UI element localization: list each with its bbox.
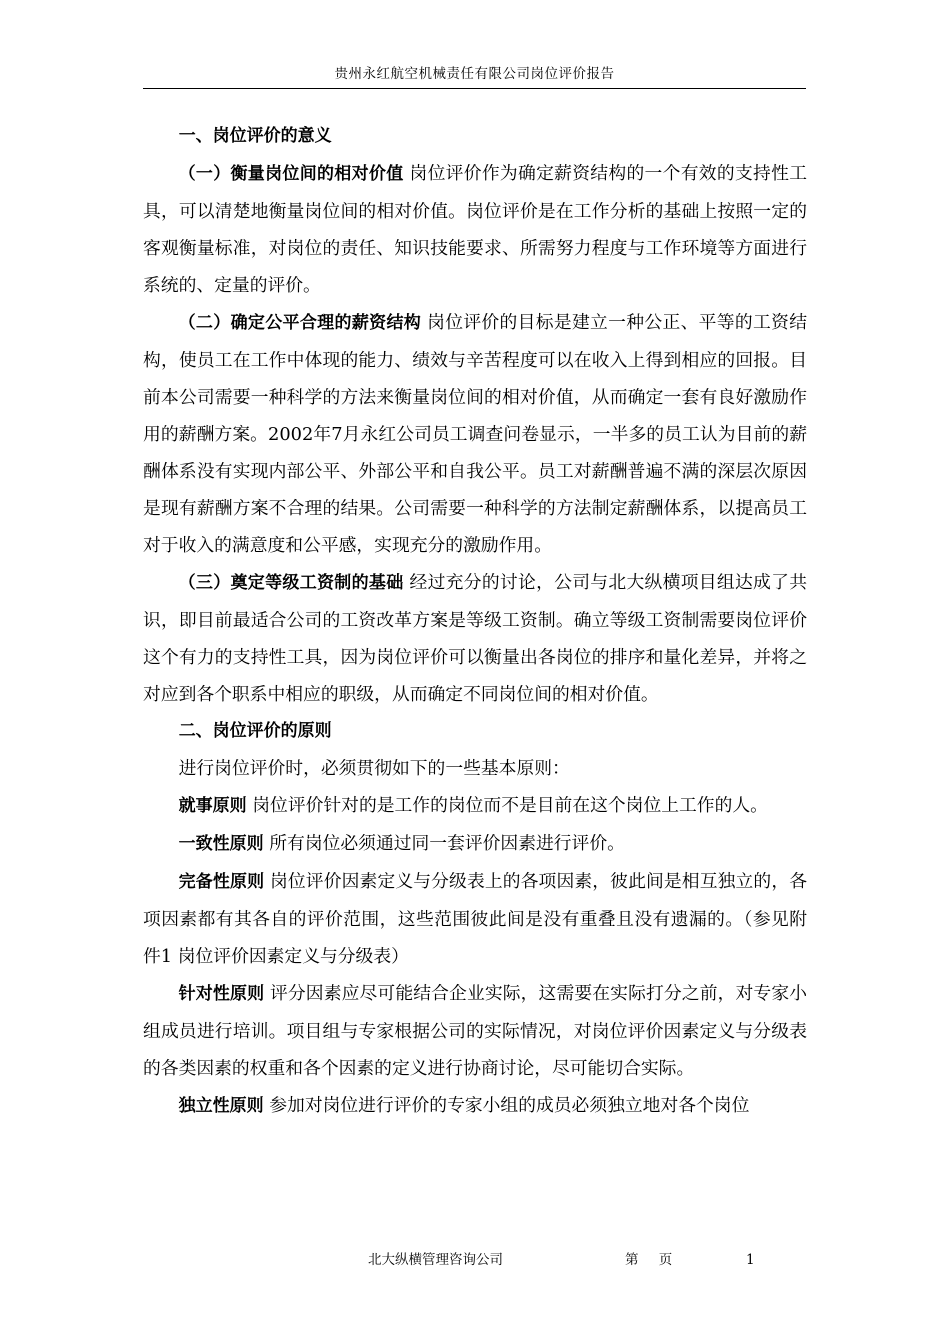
principle-item: [143, 975, 807, 1087]
principle-item: [143, 787, 807, 825]
paragraph-label: （一）衡量岗位间的相对价值: [178, 164, 404, 184]
paragraph-fair-pay-structure: [143, 304, 807, 564]
footer-company: 北大纵横管理咨询公司: [368, 1252, 503, 1268]
page-footer: [0, 1248, 950, 1272]
paragraph-grade-wage-basis: [143, 564, 807, 713]
paragraph-text: 经过充分的讨论，公司与北大纵横项目组达成了共识，即目前最适合公司的工资改革方案是等级工资制。确立等级工资制需要岗位评价这个有力的支持性工具，因为岗位评价可以衡量出各岗位的排序和量化差异，并将之对应到各个职系中相应的职级，从而确定不同岗位间的相对价值。: [143, 572, 808, 705]
principle-text: 评分因素应尽可能结合企业实际，这需要在实际打分之前，对专家小组成员进行培训。项目组与专家根据公司的实际情况，对岗位评价因素定义与分级表的各类因素的权重和各个因素的定义进行协商讨论，尽可能切合实际。: [143, 983, 807, 1079]
section-heading-principles: 二、岗位评价的原则: [178, 721, 332, 741]
principle-item: [143, 863, 807, 975]
paragraph-text: 岗位评价的目标是建立一种公正、平等的工资结构，使员工在工作中体现的能力、绩效与辛苦程度可以在收入上得到相应的回报。目前本公司需要一种科学的方法来衡量岗位间的相对价值，从而确定一套有良好激励作用的薪酬方案。2002年7月永红公司员工调查问卷显示，一半多的员工认为目前的薪酬体系没有实现内部公平、外部公平和自我公平。员工对薪酬普遍不满的深层次原因是现有薪酬方案不合理的结果。公司需要一种科学的方法制定薪酬体系，以提高员工对于收入的满意度和公平感，实现充分的激励作用。: [143, 312, 807, 556]
footer-page-label: 第 页: [625, 1252, 681, 1268]
principle-item: [143, 1087, 807, 1125]
document-body: [143, 118, 807, 1125]
paragraph-text: 岗位评价作为确定薪资结构的一个有效的支持性工具，可以清楚地衡量岗位间的相对价值。岗位评价是在工作分析的基础上按照一定的客观衡量标准，对岗位的责任、知识技能要求、所需努力程度与工作环境等方面进行系统的、定量的评价。: [143, 163, 808, 296]
section-heading-meaning: 一、岗位评价的意义: [178, 126, 332, 146]
principle-text: 岗位评价因素定义与分级表上的各项因素，彼此间是相互独立的，各项因素都有其各自的评价范围，这些范围彼此间是没有重叠且没有遗漏的。（参见附件1 岗位评价因素定义与分级表）: [143, 871, 807, 967]
paragraph-label: （二）确定公平合理的薪资结构: [178, 313, 422, 333]
page-header: 贵州永红航空机械责任有限公司岗位评价报告: [143, 62, 806, 89]
principle-text: 所有岗位必须通过同一套评价因素进行评价。: [269, 833, 625, 854]
paragraph-label: （三）奠定等级工资制的基础: [178, 573, 404, 593]
principle-text: 岗位评价针对的是工作的岗位而不是目前在这个岗位上工作的人。: [252, 795, 768, 816]
paragraph-relative-value: [143, 155, 807, 304]
principle-label: 就事原则: [178, 796, 247, 816]
principle-label: 针对性原则: [178, 984, 265, 1004]
principle-label: 一致性原则: [178, 834, 264, 854]
principle-item: [143, 825, 807, 863]
principle-text: 参加对岗位进行评价的专家小组的成员必须独立地对各个岗位: [269, 1095, 750, 1116]
principle-label: 完备性原则: [178, 872, 265, 892]
principle-label: 独立性原则: [178, 1096, 264, 1116]
footer-page-number: 1: [746, 1252, 755, 1268]
paragraph-principles-intro: 进行岗位评价时，必须贯彻如下的一些基本原则：: [178, 758, 570, 779]
